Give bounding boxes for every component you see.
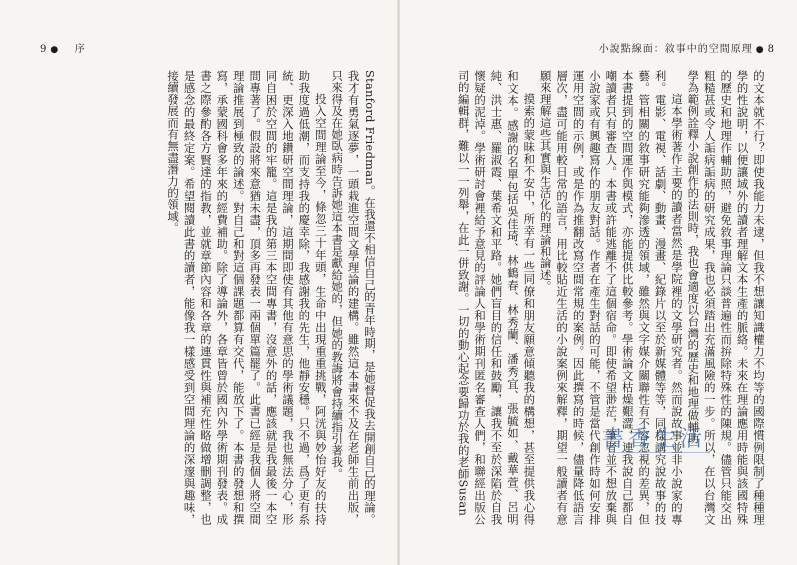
left-page-number: 9	[40, 44, 48, 55]
right-page	[399, 0, 797, 565]
watermark-logo: 書香生活	[602, 427, 707, 452]
left-page-text	[28, 70, 378, 525]
left-running-header	[40, 40, 86, 55]
right-running-header	[599, 40, 775, 55]
paragraph: 摸索的蒙昧和不安中，所幸有一些同僚和朋友願意傾聽我的構想，甚至提供我心得和文本。感謝的名單包括吳佳琦、林鶴春、林秀蘭、潘秀宜、張毓如、戴華萱、呂明純、洪士惠、羅淑霞、葉希文和平路。她們盲目的信任和鼓勵，讓我不至於深陷於自我懷疑的泥淖。學術研討會裡給予意見的評論人和學術期刊匿名審查人們，和聯經出版公司的編輯群，難以一一列舉，在此一併致謝。一切的動心起念要歸功於我的老師Susan	[456, 70, 537, 525]
bullet-icon: ●	[50, 45, 60, 55]
watermark-rule	[610, 452, 710, 469]
right-page-title: 小說點線面：敘事中的空間原理	[598, 44, 753, 55]
left-page	[0, 0, 398, 565]
paragraph: Stanford Friedman。在我還不相信自己的青年時期，是她督促我去開創自己的理論。我才有勇氣逐夢，一頭栽進空間文學理論的建構。雖然這本書來不及在老師生前出版，只來得及在她臥病時告訴她這本書是獻給她的，但她的教誨將會持續指引著我。	[330, 70, 377, 525]
paragraph: 的文本就不行？即使我能力未逮，但我不想讓知識權力不均等的國際慣例限制了種種理學的性說明，以便讓域外的讀者理解文本生產的脈絡。未來在理論應用時能與該國特殊的歷史和地理作輔助照，避免敘事理論只談普遍性而拚除特殊性的陳規。儘管只能交出粗糙甚或令人詬病詬病的研究成果，我也必須踏出充滿風險的一步。所以，在以台灣文學為範例詮釋小說創作的法則時，我也會適度以台灣的歷史和地理做輔助	[686, 70, 766, 525]
bullet-icon: ●	[755, 45, 765, 55]
paragraph: 投入空間理論至今，條忽三十年頭，生命中出現重重挑戰，阿洸與妙怡好友的扶持助我度過低潮，而支持我的慶幸除，我感謝我的先生，他靜安穩。只不過，爲了更有系統、更深入地鑽研空間理論，這期間即使有其他有意思的學術議題，我也無法分心，形同自困於空間的牢籠。這是我的第三本空間專書，沒意外的話，應該就是我最後一本空間專著了。假設將來意猶未盡，頂多再發表一兩個單篇罷了。此書已經是我個人將空間理論推展到極致的論述。對自己和對這個課題都算有交代，能放下了。本書的發想和撰寫，承蒙國科會多年來的經費補助。除了導論外，各章皆曾於國內外學術期刊發表。成書之際參酌各方賢達的指教，並就章節內容和各章的連貫性與補充性略做增刪調整，也是感念的最終定案。希望閱讀此書的讀者，能像我一樣感受到空間理論的深邃與趣味，接續發展而有無盡潛力的領域。	[166, 70, 328, 525]
watermark-stamp	[600, 420, 720, 480]
left-page-title: 序	[74, 44, 86, 55]
paragraph: 這本學術著作主要的讀者當然是學院裡的文學研究者。然而說故事並非小說家的專利。電影、電視、話劇、動畫、漫畫、紀錄片以至於新媒體等等，同樣講究說故事的技藝。管相關的敘事研究能夠滲透的領域，雖然與文字媒介關聯性有不容忽視的差異，但本書提到的空間運作與模式，亦能提供比較參考。學術論文枯燥艱澀，連我說自己都自嘲讀者只有審查人。本書或許能逃離不了這個宿命。即使希望渺茫，筆者並不想放棄與小說家或有興趣寫作的朋友對話。作者在產生對話的可能，不管是當代創作時如何安排運用空間的示例，或是作為推翻改寫空間常規的案例。因此撰寫的時候，儘量降低語言層次，盡可能用較日常的語言，用比較貼近生活的小說案例來解釋，期望一般讀者有意願來理解這些其實與生活化的理論和論述。	[538, 70, 684, 525]
right-page-number: 8	[767, 44, 775, 55]
